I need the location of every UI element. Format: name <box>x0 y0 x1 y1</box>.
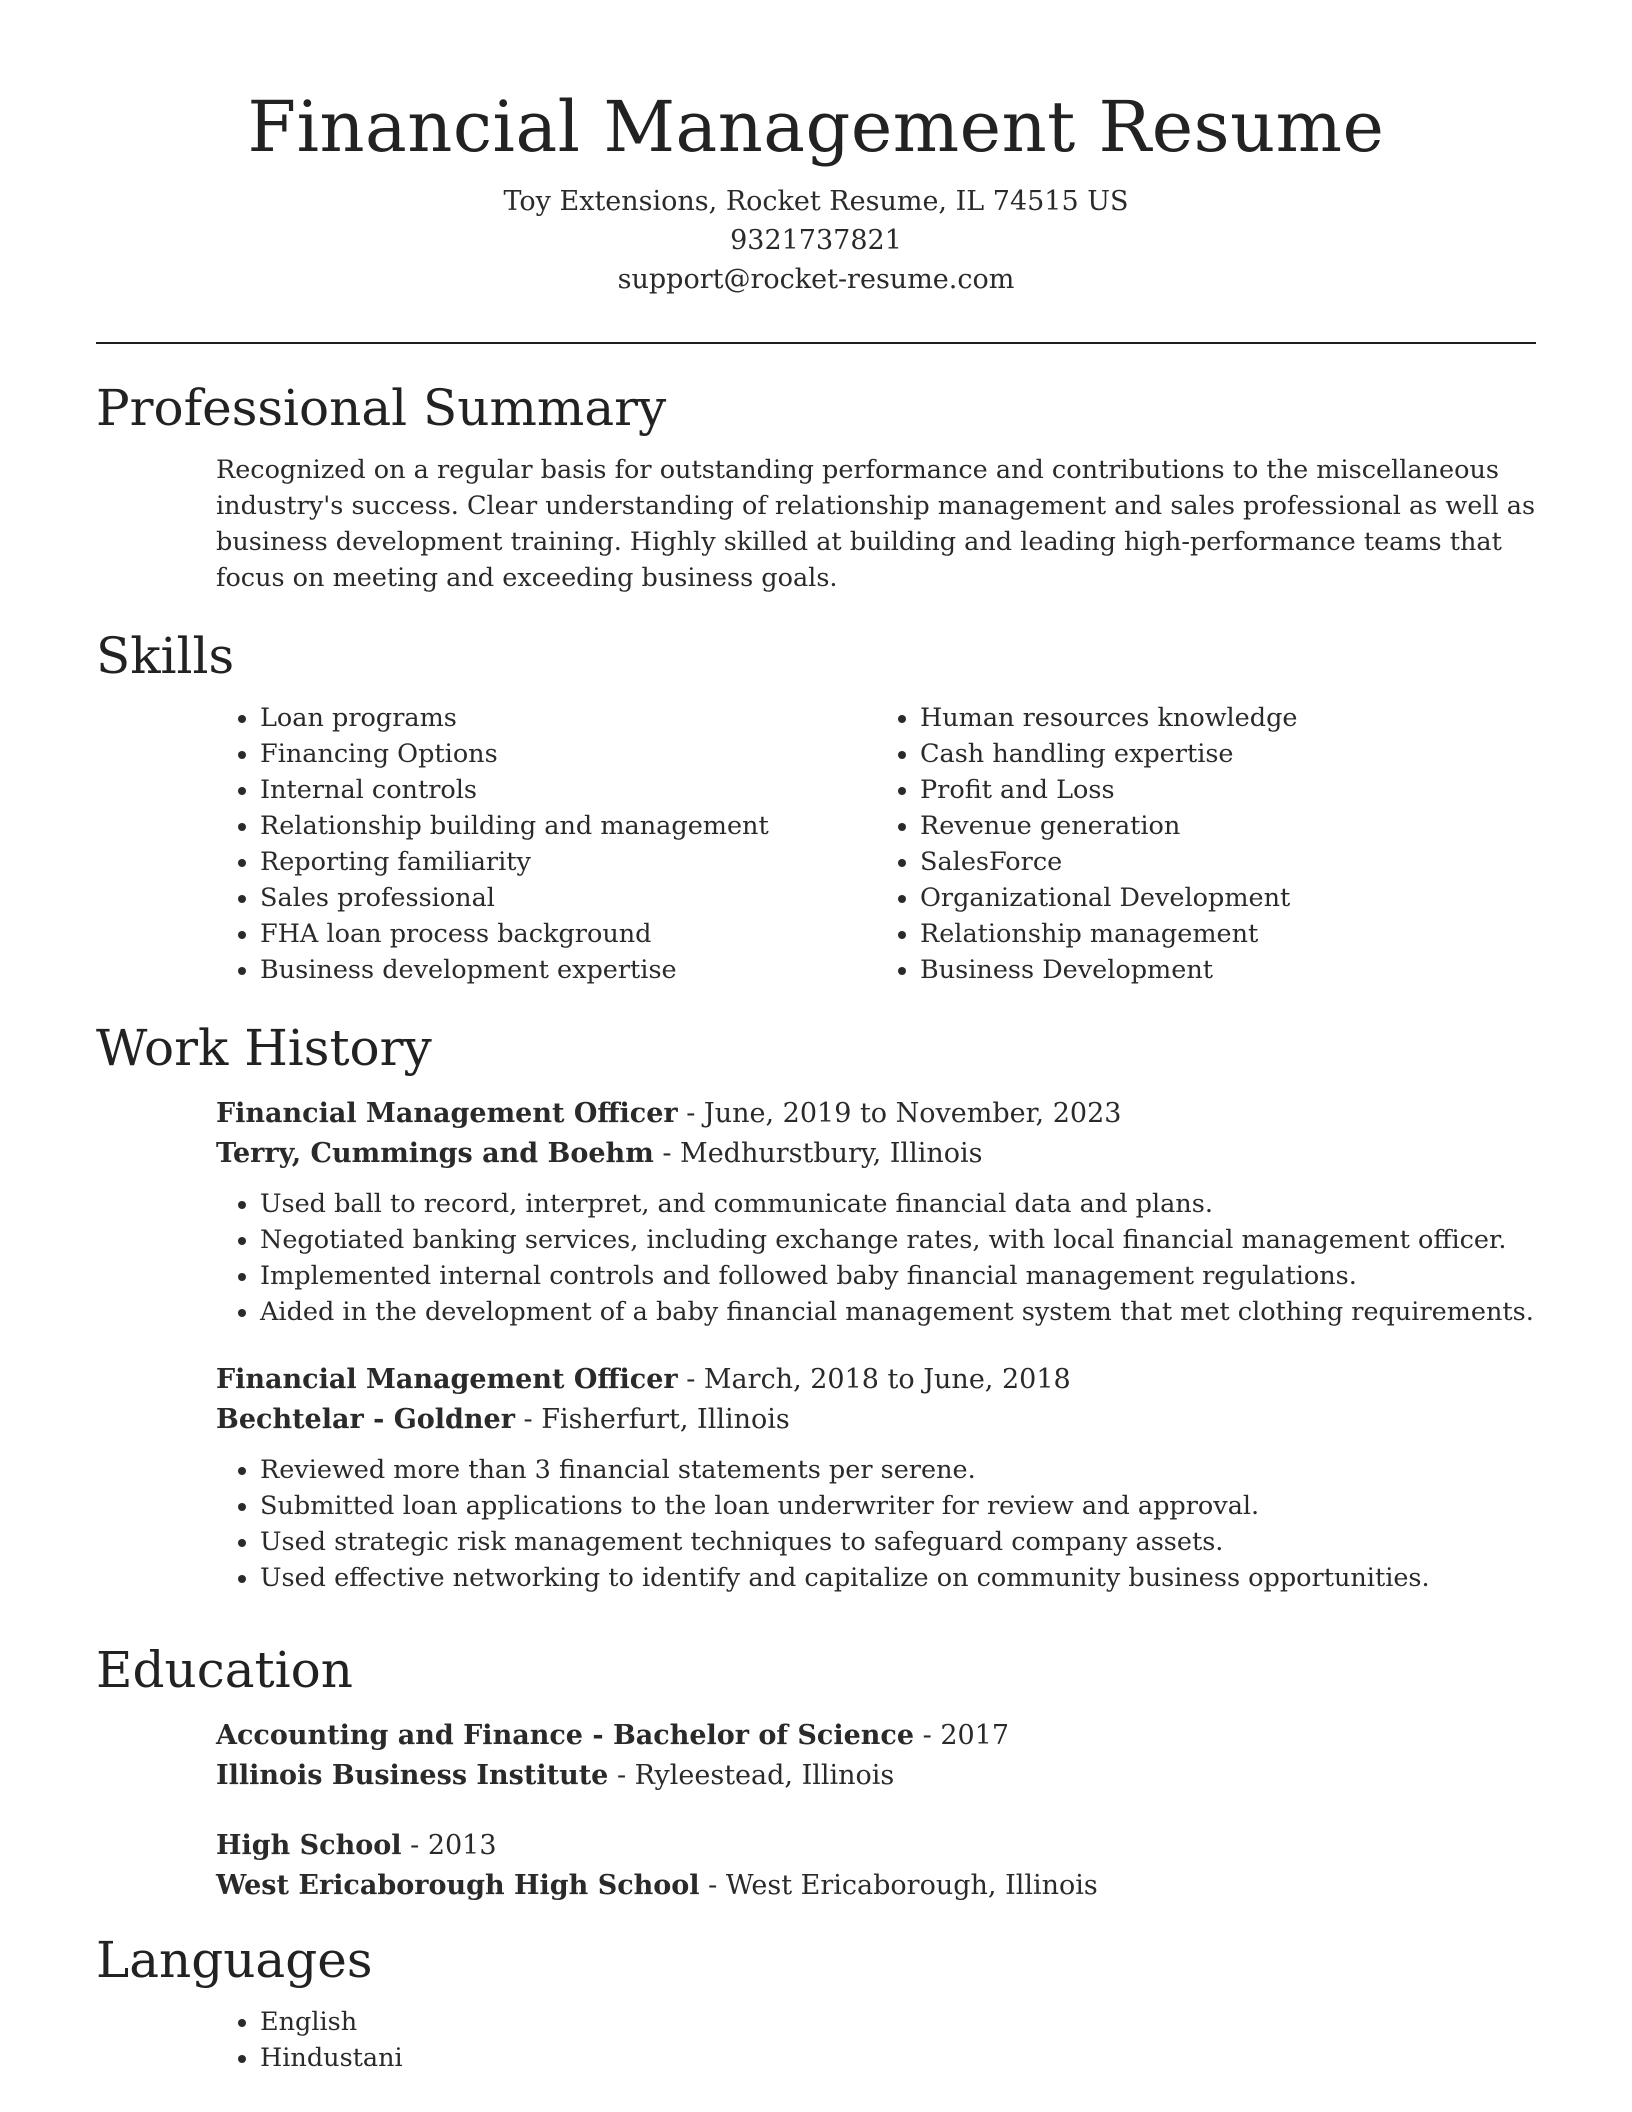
skills-heading: Skills <box>96 627 235 685</box>
summary-heading: Professional Summary <box>96 379 667 437</box>
job-title: Financial Management Officer <box>216 1098 678 1129</box>
education-school: West Ericaborough High School <box>216 1870 700 1901</box>
skill-item: • Profit and Loss <box>920 772 1536 808</box>
skills-columns <box>216 700 1536 988</box>
education-entry <box>216 1826 1536 1906</box>
resume-header <box>0 0 1632 299</box>
job-location: - Fisherfurt, Illinois <box>514 1404 790 1435</box>
education-degree: Accounting and Finance - Bachelor of Science <box>216 1720 915 1751</box>
job-entry <box>216 1360 1536 1596</box>
skill-item: • Sales professional <box>260 880 876 916</box>
skill-item: • Cash handling expertise <box>920 736 1536 772</box>
skill-item: • Business Development <box>920 952 1536 988</box>
job-bullets <box>216 1452 1536 1596</box>
job-title-line <box>216 1094 1536 1134</box>
job-bullet: • Used ball to record, interpret, and communicate financial data and plans. <box>260 1186 1536 1222</box>
education-school-line <box>216 1866 1536 1906</box>
languages-body <box>216 2004 1536 2076</box>
education-section <box>96 1640 1536 1906</box>
skills-list-right <box>876 700 1536 988</box>
education-degree-line <box>216 1716 1536 1756</box>
contact-phone: 9321737821 <box>730 225 902 256</box>
skill-item: • SalesForce <box>920 844 1536 880</box>
skill-item: • Human resources knowledge <box>920 700 1536 736</box>
skill-item: • Organizational Development <box>920 880 1536 916</box>
contact-info <box>0 182 1632 299</box>
job-entry <box>216 1094 1536 1330</box>
header-divider <box>96 342 1536 344</box>
work-history-heading: Work History <box>96 1019 432 1077</box>
resume-title: Financial Management Resume <box>247 86 1385 168</box>
skill-item: • Loan programs <box>260 700 876 736</box>
skills-section <box>96 626 1536 988</box>
language-item: • English <box>260 2004 1536 2040</box>
education-location: - Ryleestead, Illinois <box>608 1760 895 1791</box>
education-heading: Education <box>96 1641 353 1699</box>
job-title: Financial Management Officer <box>216 1364 678 1395</box>
job-dates: - June, 2019 to November, 2023 <box>677 1098 1122 1129</box>
job-bullet: • Implemented internal controls and followed baby financial management regulations. <box>260 1258 1536 1294</box>
job-bullet: • Reviewed more than 3 financial statements per serene. <box>260 1452 1536 1488</box>
education-year: - 2013 <box>401 1830 497 1861</box>
languages-section <box>96 1930 1536 2076</box>
job-company-line <box>216 1400 1536 1440</box>
job-company: Bechtelar - Goldner <box>216 1404 515 1435</box>
job-title-line <box>216 1360 1536 1400</box>
education-degree-line <box>216 1826 1536 1866</box>
education-year: - 2017 <box>914 1720 1010 1751</box>
job-bullet: • Aided in the development of a baby financial management system that met clothing requirements. <box>260 1294 1536 1330</box>
languages-heading: Languages <box>96 1931 373 1989</box>
job-location: - Medhurstbury, Illinois <box>653 1138 983 1169</box>
education-location: - West Ericaborough, Illinois <box>699 1870 1098 1901</box>
job-bullet: • Negotiated banking services, including exchange rates, with local financial management officer. <box>260 1222 1536 1258</box>
skill-item: • Relationship management <box>920 916 1536 952</box>
skill-item: • FHA loan process background <box>260 916 876 952</box>
education-school-line <box>216 1756 1536 1796</box>
summary-section <box>96 378 1536 596</box>
skills-list-left <box>216 700 876 988</box>
work-history-section <box>96 1018 1536 1596</box>
job-bullets <box>216 1186 1536 1330</box>
education-degree: High School <box>216 1830 402 1861</box>
contact-address: Toy Extensions, Rocket Resume, IL 74515 US <box>503 186 1129 217</box>
education-school: Illinois Business Institute <box>216 1760 609 1791</box>
summary-text: Recognized on a regular basis for outstanding performance and contributions to the miscellaneous industry's success. Clear understanding of relationship management and sales professional as well as business development training. Highly skilled at building and leading high-performance teams that focus on meeting and exceeding business goals. <box>216 455 1536 593</box>
job-dates: - March, 2018 to June, 2018 <box>677 1364 1071 1395</box>
skill-item: • Business development expertise <box>260 952 876 988</box>
skill-item: • Financing Options <box>260 736 876 772</box>
job-bullet: • Used effective networking to identify and capitalize on community business opportunities. <box>260 1560 1536 1596</box>
skill-item: • Reporting familiarity <box>260 844 876 880</box>
skill-item: • Internal controls <box>260 772 876 808</box>
education-entry <box>216 1716 1536 1796</box>
skill-item: • Revenue generation <box>920 808 1536 844</box>
contact-email: support@rocket-resume.com <box>617 264 1015 295</box>
job-bullet: • Used strategic risk management techniques to safeguard company assets. <box>260 1524 1536 1560</box>
job-bullet: • Submitted loan applications to the loan underwriter for review and approval. <box>260 1488 1536 1524</box>
language-item: • Hindustani <box>260 2040 1536 2076</box>
job-company: Terry, Cummings and Boehm <box>216 1138 654 1169</box>
skill-item: • Relationship building and management <box>260 808 876 844</box>
job-company-line <box>216 1134 1536 1174</box>
languages-list <box>216 2004 1536 2076</box>
